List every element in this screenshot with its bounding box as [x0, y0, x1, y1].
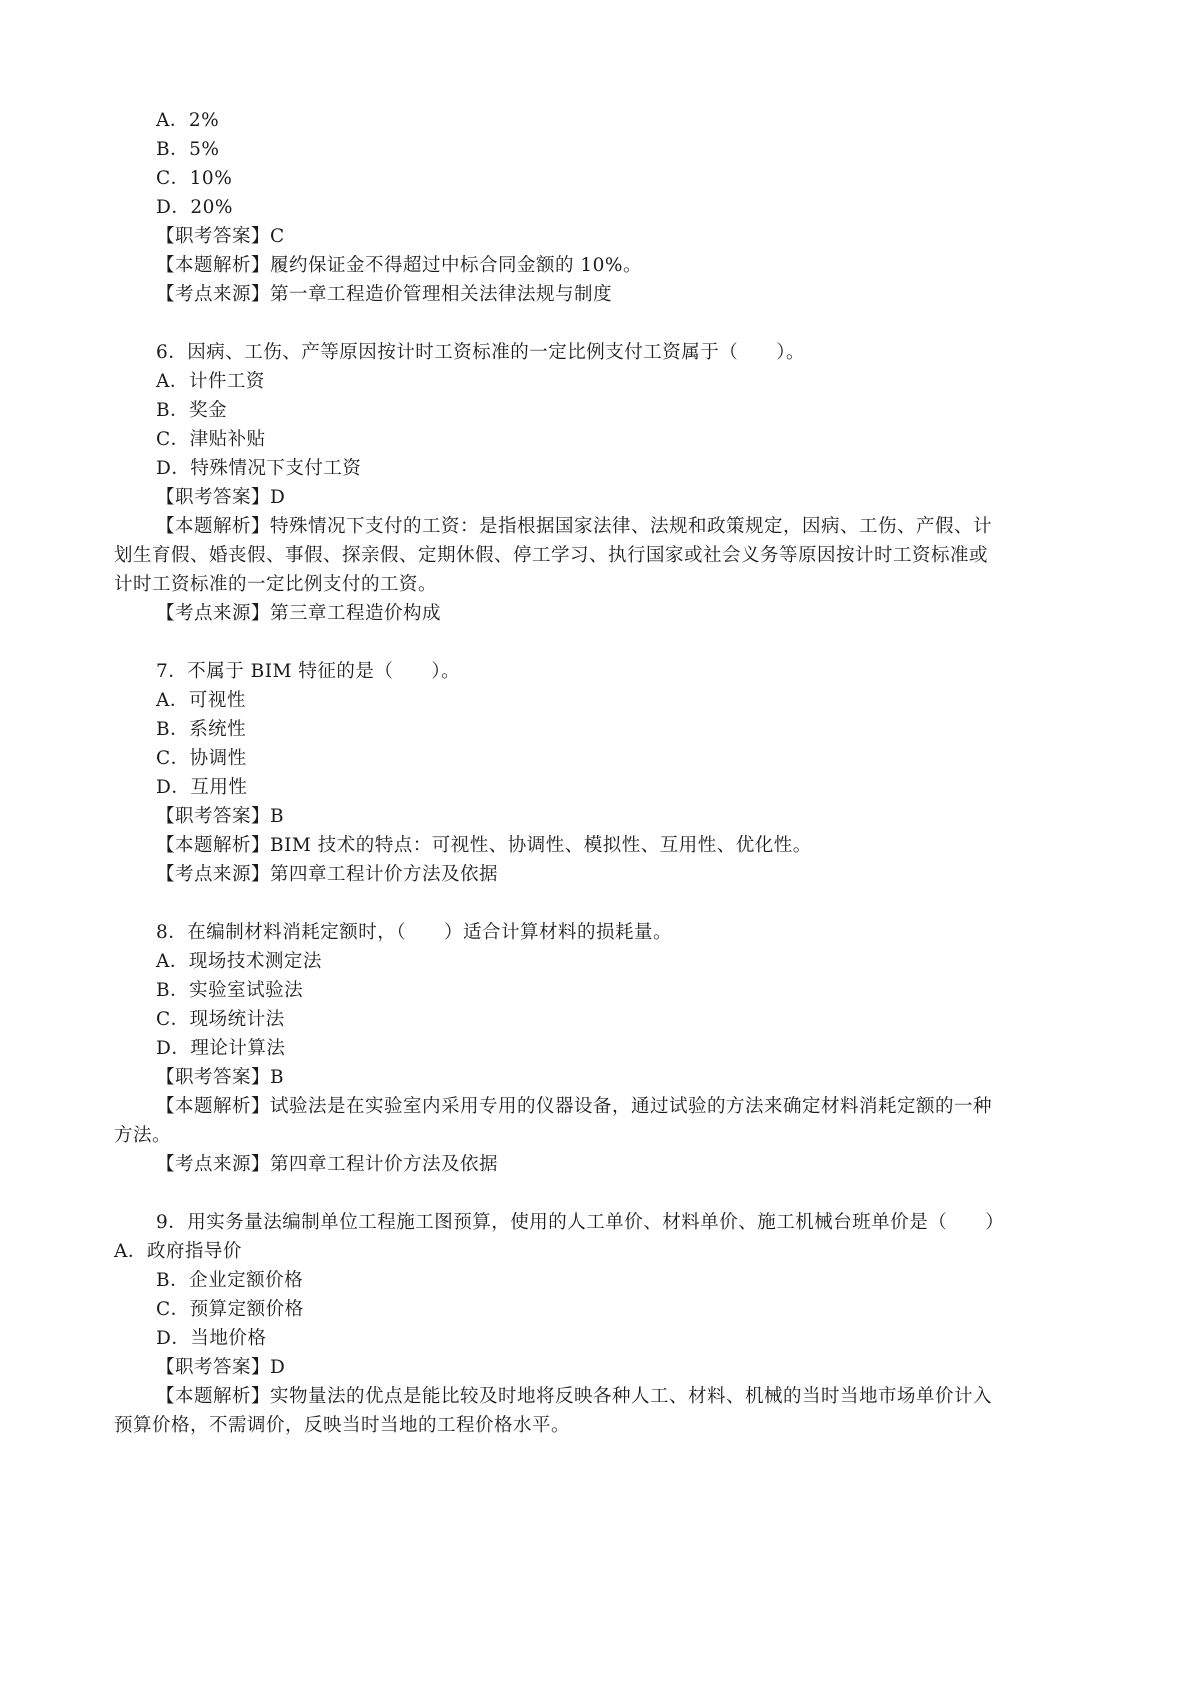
q6-analysis-line-1: 【本题解析】特殊情况下支付的工资：是指根据国家法律、法规和政策规定，因病、工伤、产假、计 — [156, 516, 993, 537]
q7-option-a: A．可视性 — [156, 690, 246, 711]
q9-stem: 9．用实务量法编制单位工程施工图预算，使用的人工单价、材料单价、施工机械台班单价是（ ） — [156, 1212, 1005, 1233]
q7-source: 【考点来源】第四章工程计价方法及依据 — [156, 864, 499, 885]
q9-option-a: A．政府指导价 — [114, 1241, 242, 1262]
q8-stem: 8．在编制材料消耗定额时，（ ）适合计算材料的损耗量。 — [156, 922, 673, 943]
q6-analysis-line-3: 计时工资标准的一定比例支付的工资。 — [114, 574, 438, 595]
q8-option-b: B．实验室试验法 — [156, 980, 304, 1001]
q8-source: 【考点来源】第四章工程计价方法及依据 — [156, 1154, 499, 1175]
q7-option-b: B．系统性 — [156, 719, 247, 740]
q5-option-d: D．20% — [156, 197, 233, 218]
q6-stem: 6．因病、工伤、产等原因按计时工资标准的一定比例支付工资属于（ ）。 — [156, 342, 806, 363]
q8-option-a: A．现场技术测定法 — [156, 951, 322, 972]
q6-analysis-line-2: 划生育假、婚丧假、事假、探亲假、定期休假、停工学习、执行国家或社会义务等原因按计时工资标准或 — [114, 545, 989, 566]
q8-option-d: D．理论计算法 — [156, 1038, 286, 1059]
q9-option-d: D．当地价格 — [156, 1328, 267, 1349]
q7-option-d: D．互用性 — [156, 777, 248, 798]
q6-source: 【考点来源】第三章工程造价构成 — [156, 603, 442, 624]
q6-option-c: C．津贴补贴 — [156, 429, 266, 450]
q6-answer: 【职考答案】D — [156, 487, 286, 508]
q8-analysis-line-1: 【本题解析】试验法是在实验室内采用专用的仪器设备，通过试验的方法来确定材料消耗定额的一种 — [156, 1096, 993, 1117]
q9-analysis-line-1: 【本题解析】实物量法的优点是能比较及时地将反映各种人工、材料、机械的当时当地市场单价计入 — [156, 1386, 993, 1407]
q7-stem: 7．不属于 BIM 特征的是（ ）。 — [156, 661, 461, 682]
q5-answer: 【职考答案】C — [156, 226, 285, 247]
q8-analysis-line-2: 方法。 — [114, 1125, 172, 1146]
q5-source: 【考点来源】第一章工程造价管理相关法律法规与制度 — [156, 284, 613, 305]
q8-answer: 【职考答案】B — [156, 1067, 285, 1088]
q9-option-b: B．企业定额价格 — [156, 1270, 304, 1291]
q9-answer: 【职考答案】D — [156, 1357, 286, 1378]
q5-analysis: 【本题解析】履约保证金不得超过中标合同金额的 10%。 — [156, 255, 643, 276]
q6-option-d: D．特殊情况下支付工资 — [156, 458, 362, 479]
q7-option-c: C．协调性 — [156, 748, 247, 769]
q8-option-c: C．现场统计法 — [156, 1009, 285, 1030]
q6-option-a: A．计件工资 — [156, 371, 265, 392]
q7-answer: 【职考答案】B — [156, 806, 285, 827]
q6-option-b: B．奖金 — [156, 400, 228, 421]
q7-analysis: 【本题解析】BIM 技术的特点：可视性、协调性、模拟性、互用性、优化性。 — [156, 835, 812, 856]
q5-option-b: B．5% — [156, 139, 220, 160]
q9-option-c: C．预算定额价格 — [156, 1299, 304, 1320]
q5-option-a: A．2% — [156, 110, 220, 131]
q9-analysis-line-2: 预算价格，不需调价，反映当时当地的工程价格水平。 — [114, 1415, 571, 1436]
q5-option-c: C．10% — [156, 168, 233, 189]
